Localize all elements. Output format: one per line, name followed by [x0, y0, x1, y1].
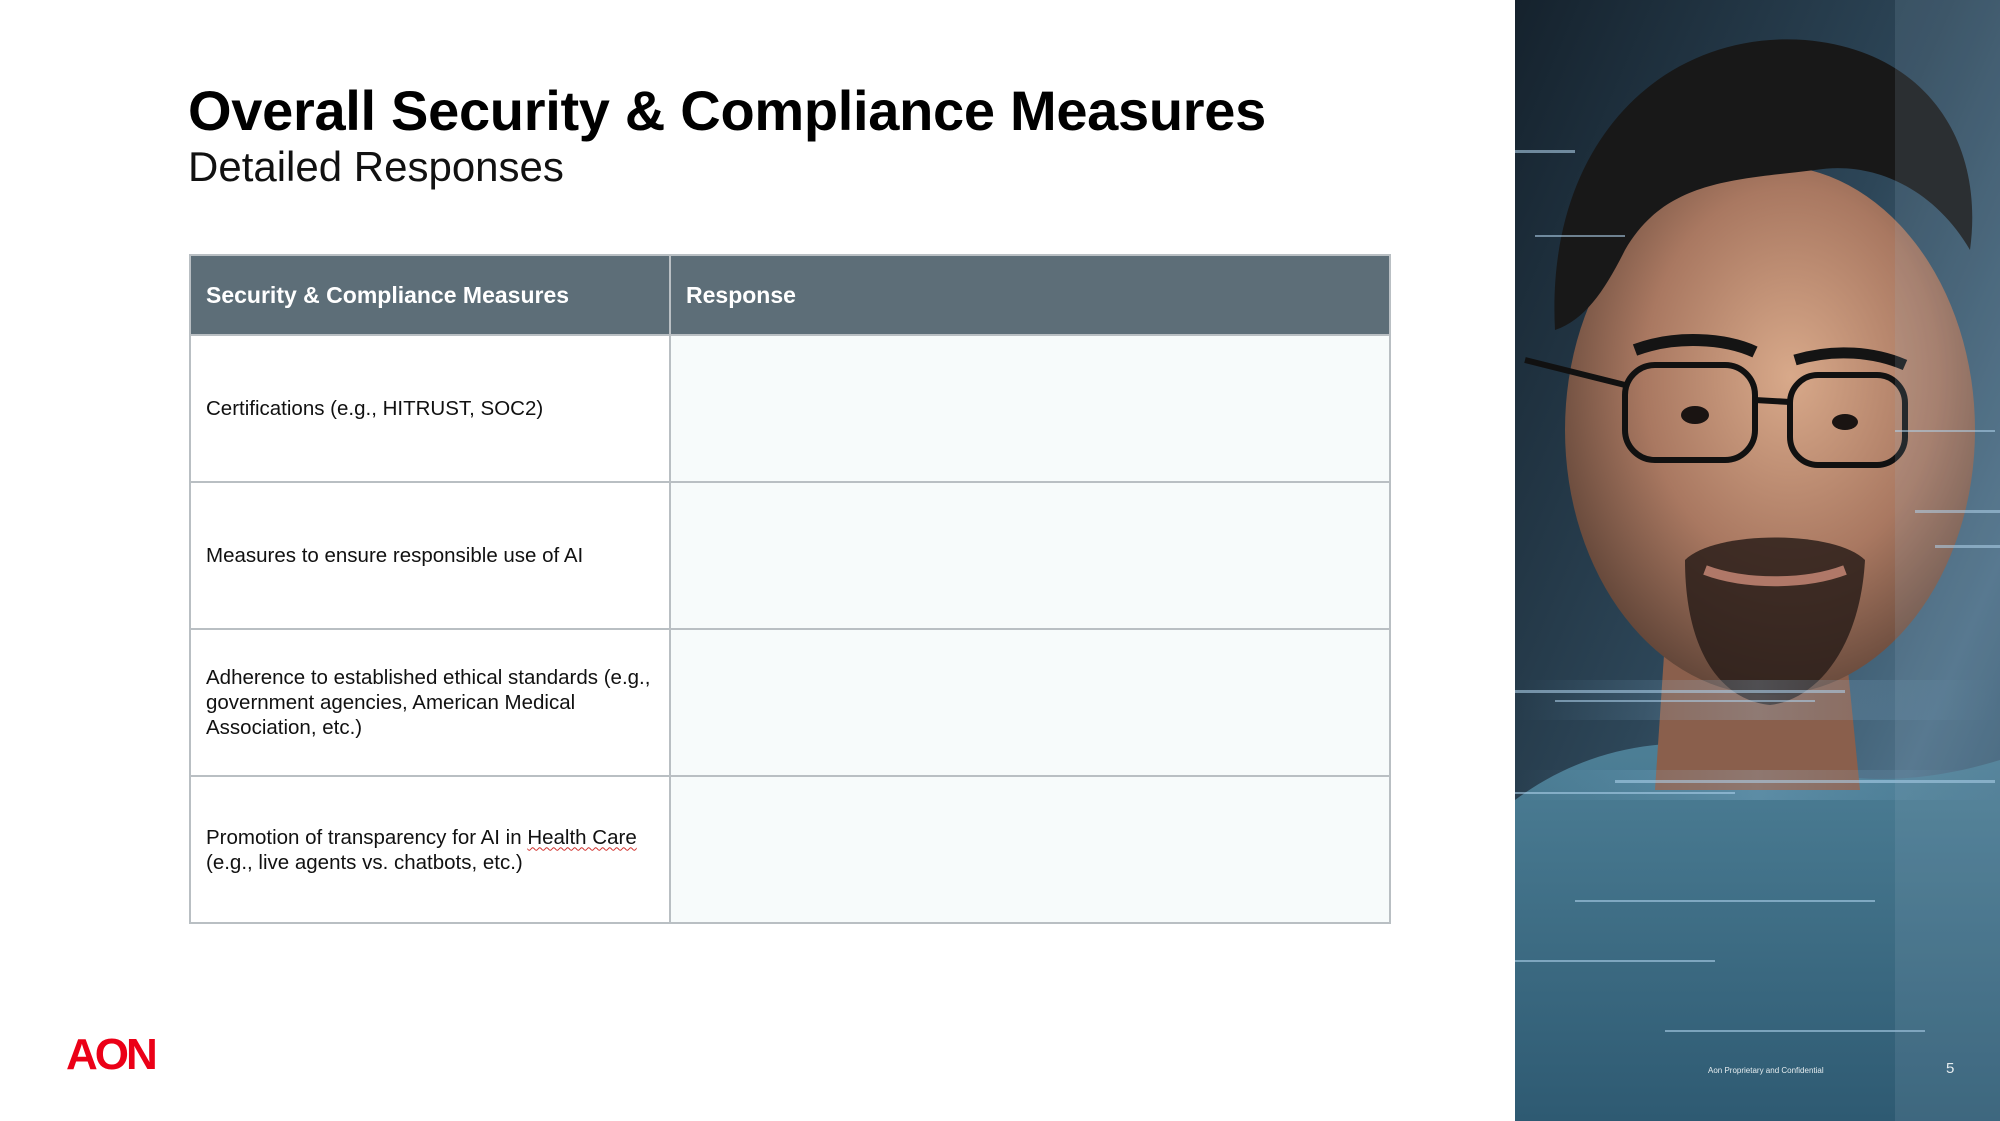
spellcheck-flagged-text: Health Care — [527, 825, 637, 849]
measure-cell: Adherence to established ethical standards (e.g., government agencies, American Medical Association, etc.) — [190, 629, 670, 776]
slide-title: Overall Security & Compliance Measures — [188, 79, 1266, 142]
response-cell[interactable] — [670, 482, 1390, 629]
measure-cell: Certifications (e.g., HITRUST, SOC2) — [190, 335, 670, 482]
table-row — [190, 776, 1390, 923]
measure-text: Promotion of transparency for AI in — [206, 825, 528, 849]
measure-text: (e.g., live agents vs. chatbots, etc.) — [206, 850, 523, 874]
measures-table — [189, 254, 1391, 924]
table-row — [190, 482, 1390, 629]
table-row — [190, 629, 1390, 776]
measure-cell — [190, 776, 670, 923]
aon-logo — [66, 1033, 171, 1073]
page-number: 5 — [1946, 1060, 1955, 1077]
svg-text:AON: AON — [66, 1033, 155, 1073]
response-cell[interactable] — [670, 629, 1390, 776]
response-cell[interactable] — [670, 335, 1390, 482]
table-header-row — [190, 255, 1390, 335]
slide-subtitle: Detailed Responses — [188, 143, 564, 190]
hero-photo — [1515, 0, 2000, 1121]
column-header-response: Response — [670, 255, 1390, 335]
measure-cell: Measures to ensure responsible use of AI — [190, 482, 670, 629]
confidentiality-note: Aon Proprietary and Confidential — [1708, 1066, 1824, 1075]
table-row — [190, 335, 1390, 482]
response-cell[interactable] — [670, 776, 1390, 923]
column-header-measures: Security & Compliance Measures — [190, 255, 670, 335]
